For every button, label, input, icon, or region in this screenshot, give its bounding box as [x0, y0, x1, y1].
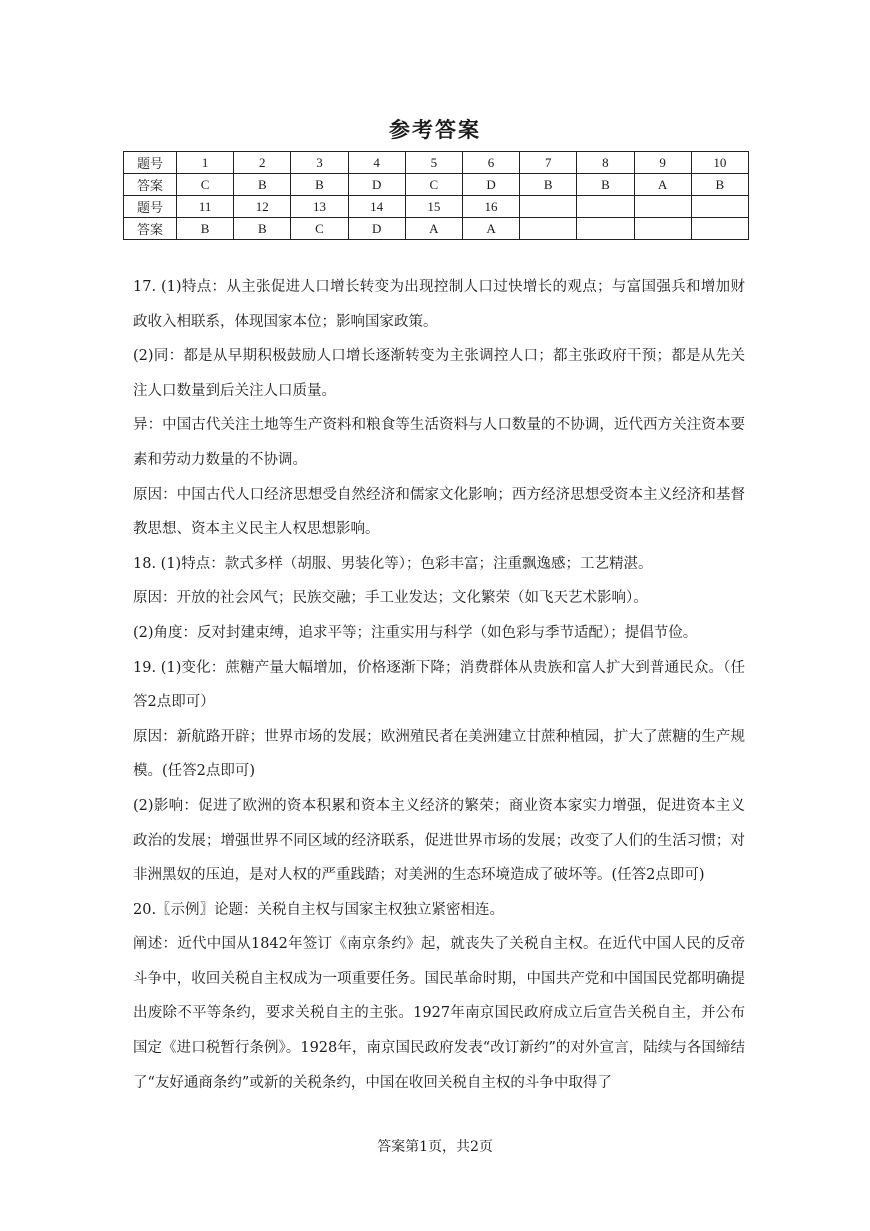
- paragraph-17-2-same: (2)同：都是从早期积极鼓励人口增长逐渐转变为主张调控人口；都主张政府干预；都是从先关注人口数量到后关注人口质量。: [133, 348, 745, 399]
- table-cell: 1: [177, 152, 234, 174]
- table-cell: B: [291, 174, 348, 196]
- page-title: 参考答案: [389, 117, 481, 142]
- row-header: 答案: [124, 174, 177, 196]
- table-cell: 6: [462, 152, 519, 174]
- table-row: [124, 152, 749, 174]
- row-header: 题号: [124, 196, 177, 218]
- table-cell: B: [234, 218, 291, 240]
- paragraph-20-thesis: 20.〖示例〗论题：关税自主权与国家主权独立紧密相连。: [133, 901, 505, 918]
- row-header: 题号: [124, 152, 177, 174]
- table-cell: C: [177, 174, 234, 196]
- table-cell: 12: [234, 196, 291, 218]
- table-row: [124, 218, 749, 240]
- paragraph-17-2-diff: 异：中国古代关注土地等生产资料和粮食等生活资料与人口数量的不协调，近代西方关注资本要素和劳动力数量的不协调。: [133, 417, 745, 468]
- table-cell: 13: [291, 196, 348, 218]
- table-cell: [577, 218, 634, 240]
- paragraph-18-2: (2)角度：反对封建束缚，追求平等；注重实用与科学（如色彩与季节适配）；提倡节俭。: [133, 624, 698, 641]
- table-cell: 15: [405, 196, 462, 218]
- answer-content: [133, 270, 745, 1100]
- table-cell: 8: [577, 152, 634, 174]
- table-cell: 7: [520, 152, 577, 174]
- table-cell: [691, 218, 748, 240]
- table-cell: 16: [462, 196, 519, 218]
- paragraph-18-reason: 原因：开放的社会风气；民族交融；手工业发达；文化繁荣（如飞天艺术影响）。: [133, 590, 648, 607]
- table-cell: C: [405, 174, 462, 196]
- table-cell: [577, 196, 634, 218]
- table-cell: [520, 196, 577, 218]
- table-cell: [691, 196, 748, 218]
- table-cell: [634, 196, 691, 218]
- table-cell: [520, 218, 577, 240]
- paragraph-19-2: (2)影响：促进了欧洲的资本积累和资本主义经济的繁荣；商业资本家实力增强，促进资本主义政治的发展；增强世界不同区域的经济联系，促进世界市场的发展；改变了人们的生活习惯；对非洲黑奴的压迫，是对人权的严重践踏；对美洲的生态环境造成了破坏等。(任答2点即可): [133, 797, 745, 884]
- row-header: 答案: [124, 218, 177, 240]
- table-cell: A: [634, 174, 691, 196]
- table-row: [124, 174, 749, 196]
- answer-table: [123, 151, 749, 240]
- table-cell: B: [520, 174, 577, 196]
- table-cell: D: [348, 218, 405, 240]
- paragraph-20-argument: 阐述：近代中国从1842年签订《南京条约》起，就丧失了关税自主权。在近代中国人民的反帝斗争中，收回关税自主权成为一项重要任务。国民革命时期，中国共产党和中国国民党都明确提出废除不平等条约，要求关税自主的主张。1927年南京国民政府成立后宣告关税自主，并公布国定《进口税暂行条例》。1928年，南京国民政府发表“改订新约”的对外宣言，陆续与各国缔结了“友好通商条约”或新的关税条约，中国在收回关税自主权的斗争中取得了: [133, 936, 745, 1091]
- table-cell: 10: [691, 152, 748, 174]
- paragraph-17-1: 17. (1)特点：从主张促进人口增长转变为出现控制人口过快增长的观点；与富国强兵和增加财政收入相联系，体现国家本位；影响国家政策。: [133, 279, 745, 330]
- table-cell: D: [348, 174, 405, 196]
- table-cell: 4: [348, 152, 405, 174]
- table-cell: B: [577, 174, 634, 196]
- table-cell: 11: [177, 196, 234, 218]
- table-cell: [634, 218, 691, 240]
- table-cell: B: [691, 174, 748, 196]
- paragraph-17-2-reason: 原因：中国古代人口经济思想受自然经济和儒家文化影响；西方经济思想受资本主义经济和基督教思想、资本主义民主人权思想影响。: [133, 486, 745, 538]
- table-cell: C: [291, 218, 348, 240]
- table-cell: B: [234, 174, 291, 196]
- paragraph-19-1: 19. (1)变化：蔗糖产量大幅增加，价格逐渐下降；消费群体从贵族和富人扩大到普通民众。（任答2点即可）: [133, 659, 745, 711]
- table-cell: 5: [405, 152, 462, 174]
- table-cell: B: [177, 218, 234, 240]
- page-footer: 答案第1页，共2页: [377, 1139, 493, 1155]
- table-row: [124, 196, 749, 218]
- table-cell: 3: [291, 152, 348, 174]
- table-cell: 9: [634, 152, 691, 174]
- table-cell: A: [462, 218, 519, 240]
- table-cell: D: [462, 174, 519, 196]
- table-cell: 14: [348, 196, 405, 218]
- table-cell: A: [405, 218, 462, 240]
- table-cell: 2: [234, 152, 291, 174]
- paragraph-19-reason: 原因：新航路开辟；世界市场的发展；欧洲殖民者在美洲建立甘蔗种植园，扩大了蔗糖的生产规模。(任答2点即可): [133, 728, 745, 780]
- paragraph-18-1: 18. (1)特点：款式多样（胡服、男装化等）；色彩丰富；注重飘逸感；工艺精湛。: [133, 555, 653, 572]
